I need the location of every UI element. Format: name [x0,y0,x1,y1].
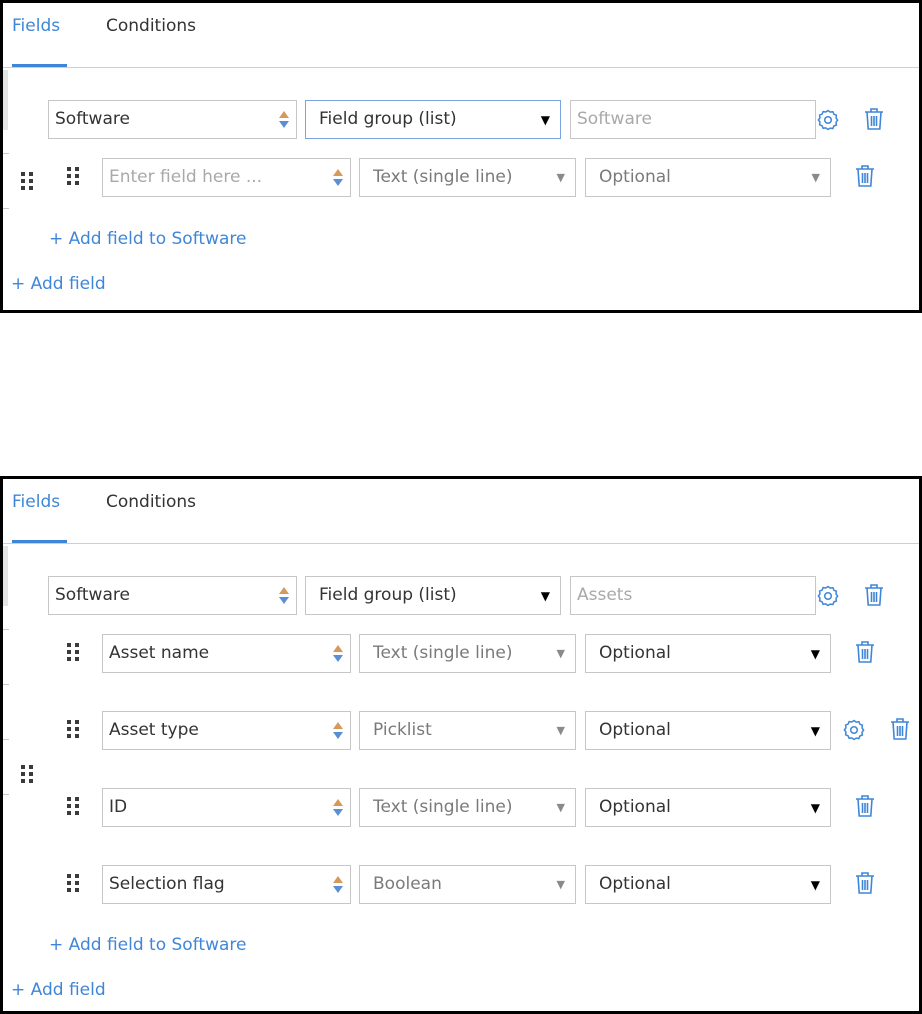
add-field-link[interactable]: + Add field [11,274,106,294]
field-requirement-select[interactable] [585,788,831,827]
chevron-down-icon: ▼ [556,878,565,891]
field-drag-handle-icon[interactable] [67,797,83,817]
chevron-down-icon: ▼ [810,724,820,738]
field-name-placeholder: Enter field here ... [109,167,263,187]
field-requirement-select[interactable] [585,711,831,750]
field-requirement-select[interactable] [585,865,831,904]
left-edge-bar [3,70,8,130]
field-name-input[interactable] [102,634,351,673]
group-data-input[interactable] [570,576,816,615]
chevron-down-icon: ▼ [556,801,565,814]
group-data-placeholder: Assets [577,585,633,605]
field-drag-handle-icon[interactable] [67,643,83,663]
chevron-down-icon: ▼ [810,878,820,892]
group-type-value: Field group (list) [319,109,457,129]
field-type-value: Text (single line) [373,167,513,187]
group-name-input[interactable] [48,576,297,615]
field-name-input[interactable] [102,158,351,197]
group-drag-handle-icon[interactable] [21,765,37,785]
trash-icon[interactable] [853,639,877,665]
trash-icon[interactable] [853,793,877,819]
field-name-value: ID [109,797,128,817]
gear-icon[interactable] [816,583,840,609]
field-requirement-value: Optional [599,167,671,187]
chevron-down-icon: ▼ [811,171,820,184]
chevron-down-icon: ▼ [556,647,565,660]
field-type-value: Boolean [373,874,442,894]
sort-spinner-icon[interactable] [333,876,343,894]
field-drag-handle-icon[interactable] [67,167,83,187]
trash-icon[interactable] [853,870,877,896]
field-drag-handle-icon[interactable] [67,720,83,740]
tab-divider [3,543,919,544]
add-field-link[interactable]: + Add field [11,980,106,1000]
sort-spinner-icon[interactable] [333,169,343,187]
field-type-select[interactable] [359,711,576,750]
tab-conditions[interactable]: Conditions [106,492,196,512]
chevron-down-icon: ▼ [556,171,565,184]
tab-conditions[interactable]: Conditions [106,16,196,36]
add-field-to-group-link[interactable]: + Add field to Software [49,935,247,955]
gear-icon[interactable] [816,107,840,133]
edge-tick [3,153,9,154]
trash-icon[interactable] [862,106,886,132]
field-type-value: Text (single line) [373,643,513,663]
field-name-value: Asset type [109,720,199,740]
add-field-to-group-link[interactable]: + Add field to Software [49,229,247,249]
chevron-down-icon: ▼ [810,647,820,661]
field-name-input[interactable] [102,711,351,750]
field-name-input[interactable] [102,865,351,904]
trash-icon[interactable] [853,163,877,189]
chevron-down-icon: ▼ [540,113,550,127]
group-type-select[interactable] [305,100,561,139]
field-requirement-value: Optional [599,797,671,817]
field-requirement-value: Optional [599,720,671,740]
tab-divider [3,67,919,68]
field-name-input[interactable] [102,788,351,827]
group-drag-handle-icon[interactable] [21,172,37,192]
left-edge-bar [3,546,8,606]
field-name-value: Selection flag [109,874,225,894]
sort-spinner-icon[interactable] [279,587,289,605]
field-type-select[interactable] [359,788,576,827]
sort-spinner-icon[interactable] [279,111,289,129]
edge-tick [3,684,9,685]
chevron-down-icon: ▼ [556,724,565,737]
field-requirement-select[interactable] [585,634,831,673]
edge-tick [3,208,9,209]
field-editor-panel-1 [0,0,922,313]
field-type-value: Picklist [373,720,432,740]
edge-tick [3,739,9,740]
sort-spinner-icon[interactable] [333,722,343,740]
tab-fields[interactable]: Fields [12,492,61,512]
field-drag-handle-icon[interactable] [67,874,83,894]
group-type-value: Field group (list) [319,585,457,605]
chevron-down-icon: ▼ [540,589,550,603]
edge-tick [3,794,9,795]
group-type-select[interactable] [305,576,561,615]
group-name-value: Software [55,109,130,129]
field-type-select[interactable] [359,865,576,904]
chevron-down-icon: ▼ [810,801,820,815]
field-requirement-value: Optional [599,643,671,663]
trash-icon[interactable] [862,582,886,608]
field-requirement-value: Optional [599,874,671,894]
group-name-value: Software [55,585,130,605]
edge-tick [3,629,9,630]
group-name-input[interactable] [48,100,297,139]
field-editor-panel-2 [0,476,922,1014]
trash-icon[interactable] [888,716,912,742]
field-requirement-select[interactable] [585,158,831,197]
sort-spinner-icon[interactable] [333,799,343,817]
group-data-placeholder: Software [577,109,652,129]
field-type-value: Text (single line) [373,797,513,817]
group-data-input[interactable] [570,100,816,139]
gear-icon[interactable] [842,717,866,743]
field-name-value: Asset name [109,643,210,663]
field-type-select[interactable] [359,158,576,197]
field-type-select[interactable] [359,634,576,673]
sort-spinner-icon[interactable] [333,645,343,663]
tab-fields[interactable]: Fields [12,16,61,36]
